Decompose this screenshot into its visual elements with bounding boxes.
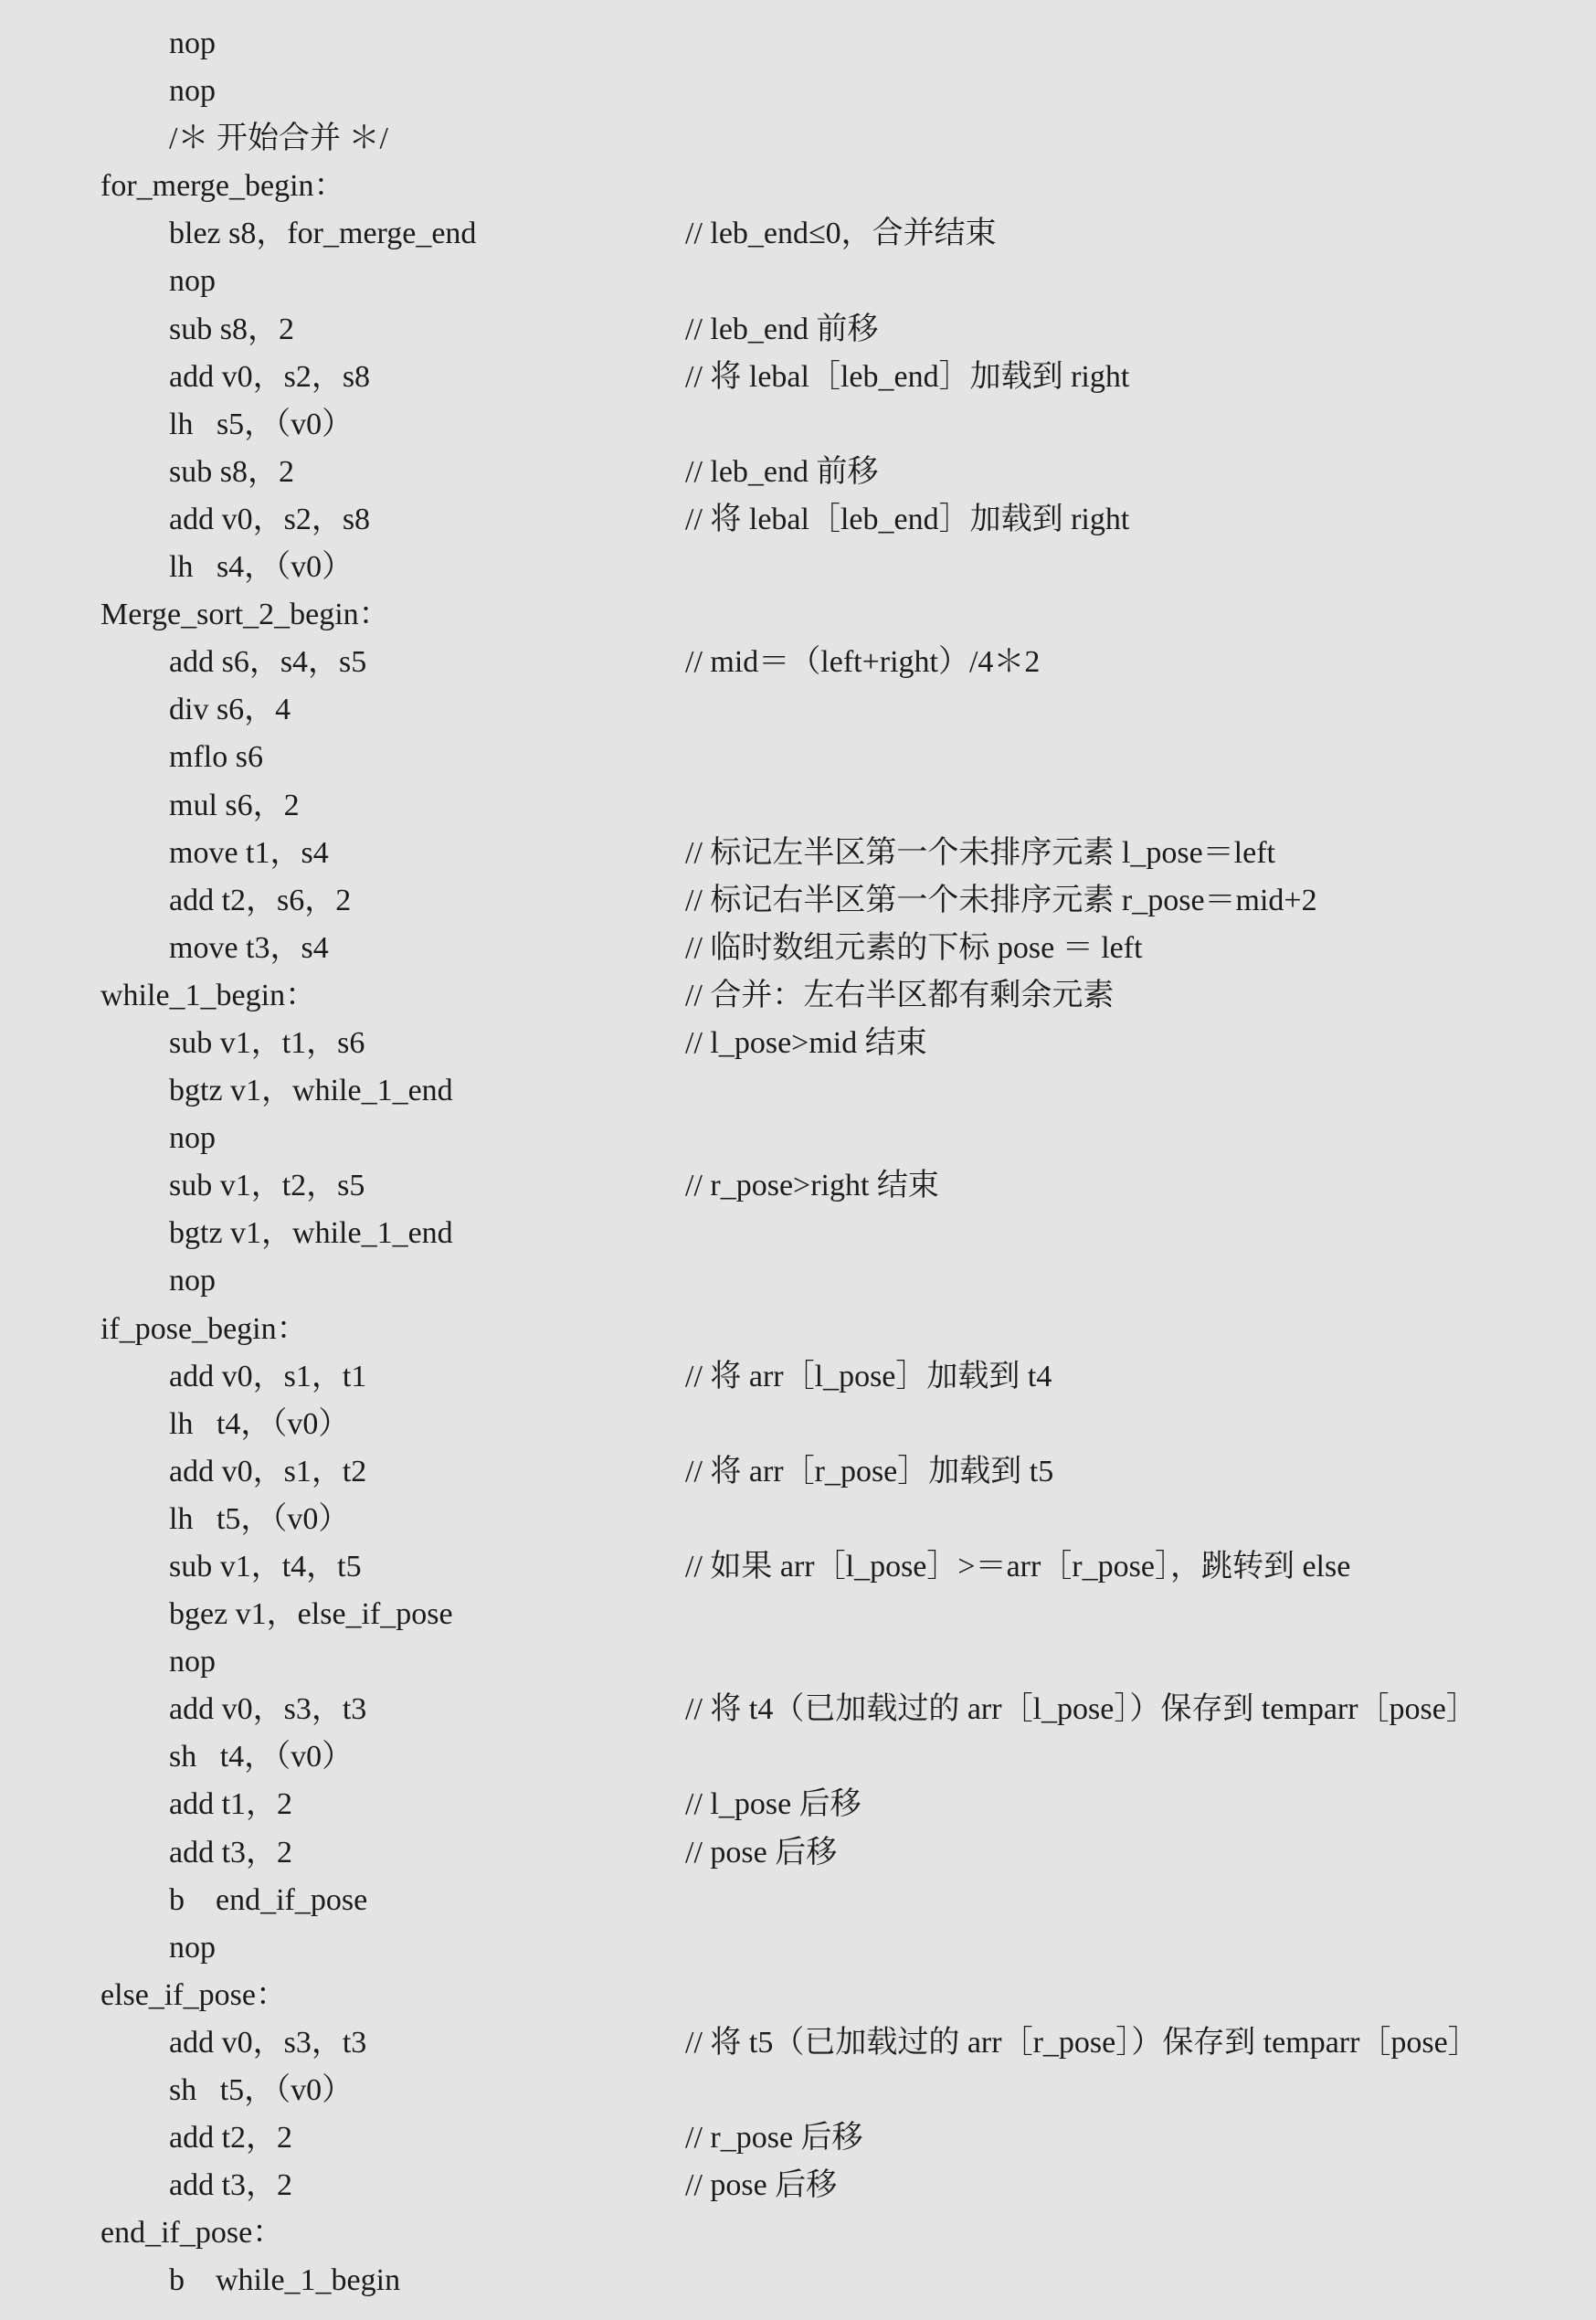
instruction-text: add t1，2 — [169, 1787, 293, 1822]
code-comment: // leb_end 前移 — [685, 312, 879, 346]
instruction-text: bgtz v1，while_1_end — [169, 1074, 453, 1108]
instruction-text: sh t4，（v0） — [169, 1740, 354, 1774]
instruction-text: b while_1_begin — [169, 2263, 401, 2298]
code-line — [0, 496, 1596, 544]
instruction-text: sub v1，t2，s5 — [169, 1169, 365, 1203]
code-line — [0, 2162, 1596, 2209]
code-line — [0, 925, 1596, 972]
code-line — [0, 449, 1596, 496]
instruction-text: add t3，2 — [169, 2168, 293, 2203]
label-text: if_pose_begin： — [100, 1311, 308, 1346]
code-line — [0, 639, 1596, 686]
instruction-text: lh s5，（v0） — [169, 407, 354, 441]
code-line — [0, 1210, 1596, 1257]
code-line — [0, 1877, 1596, 1924]
code-label-line — [0, 1306, 1596, 1353]
code-line — [0, 2067, 1596, 2114]
instruction-text: sub s8，2 — [169, 312, 294, 346]
code-line — [0, 734, 1596, 781]
instruction-text: nop — [169, 1121, 216, 1156]
code-comment: // 将 t5（已加载过的 arr［r_pose］）保存到 temparr［pose］ — [685, 2025, 1479, 2060]
label-text: Merge_sort_2_begin： — [100, 598, 390, 632]
instruction-text: nop — [169, 74, 216, 109]
instruction-text: add s6，s4，s5 — [169, 645, 367, 680]
instruction-text: lh t4，（v0） — [169, 1406, 350, 1441]
code-line — [0, 68, 1596, 115]
label-text: end_if_pose： — [100, 2216, 284, 2251]
code-line — [0, 1924, 1596, 1972]
instruction-text: lh s4，（v0） — [169, 550, 354, 585]
label-text: for_merge_begin： — [100, 169, 345, 204]
instruction-text: sh t5，（v0） — [169, 2073, 354, 2108]
code-line — [0, 2019, 1596, 2067]
code-line — [0, 877, 1596, 925]
code-line — [0, 115, 1596, 163]
instruction-text: blez s8，for_merge_end — [169, 217, 477, 251]
instruction-text: add t2，s6，2 — [169, 883, 352, 917]
code-comment: // l_pose>mid 结束 — [685, 1025, 927, 1060]
code-comment: // 合并：左右半区都有剩余元素 — [685, 978, 1115, 1012]
code-comment: // 将 t4（已加载过的 arr［l_pose］）保存到 temparr［pose］ — [685, 1692, 1477, 1727]
code-line — [0, 1733, 1596, 1781]
instruction-text: move t3，s4 — [169, 930, 329, 965]
code-line — [0, 1401, 1596, 1448]
code-line — [0, 20, 1596, 68]
code-comment: // 标记左半区第一个未排序元素 l_pose＝left — [685, 835, 1275, 870]
code-line — [0, 2114, 1596, 2162]
instruction-text: b end_if_pose — [169, 1882, 368, 1917]
code-line — [0, 1067, 1596, 1115]
code-line — [0, 1257, 1596, 1305]
instruction-text: div s6，4 — [169, 693, 291, 727]
code-line — [0, 544, 1596, 591]
instruction-text: add v0，s3，t3 — [169, 2025, 367, 2060]
code-comment: // leb_end≤0，合并结束 — [685, 217, 997, 251]
instruction-text: nop — [169, 1930, 216, 1965]
instruction-text: nop — [169, 264, 216, 299]
instruction-text: bgtz v1，while_1_end — [169, 1216, 453, 1251]
code-comment: // 将 arr［r_pose］加载到 t5 — [685, 1454, 1054, 1488]
instruction-text: add t3，2 — [169, 1835, 293, 1870]
code-line — [0, 1638, 1596, 1686]
code-line — [0, 782, 1596, 830]
label-text: while_1_begin： — [100, 978, 317, 1012]
instruction-text: nop — [169, 1264, 216, 1298]
code-label-line — [0, 2209, 1596, 2257]
code-listing — [0, 20, 1596, 2305]
code-comment: // r_pose>right 结束 — [685, 1169, 939, 1203]
label-text: else_if_pose： — [100, 1977, 287, 2012]
code-line — [0, 1543, 1596, 1591]
code-label-line — [0, 163, 1596, 210]
instruction-text: nop — [169, 1645, 216, 1679]
instruction-text: /＊ 开始合并 ＊/ — [169, 122, 388, 156]
code-line — [0, 1115, 1596, 1162]
code-comment: // 临时数组元素的下标 pose ＝ left — [685, 930, 1143, 965]
instruction-text: add v0，s1，t2 — [169, 1454, 367, 1488]
instruction-text: sub v1，t1，s6 — [169, 1025, 365, 1060]
instruction-text: sub s8，2 — [169, 454, 294, 489]
instruction-text: add v0，s3，t3 — [169, 1692, 367, 1727]
code-comment: // 如果 arr［l_pose］>＝arr［r_pose］，跳转到 else — [685, 1550, 1351, 1584]
code-line — [0, 1686, 1596, 1733]
code-line — [0, 1353, 1596, 1401]
code-line — [0, 2257, 1596, 2304]
code-line — [0, 686, 1596, 734]
code-line — [0, 354, 1596, 401]
code-line — [0, 1591, 1596, 1638]
code-line — [0, 210, 1596, 258]
code-label-line — [0, 591, 1596, 639]
code-line — [0, 830, 1596, 877]
code-comment: // 将 lebal［leb_end］加载到 right — [685, 502, 1130, 536]
code-line — [0, 1829, 1596, 1877]
code-comment: // pose 后移 — [685, 2168, 838, 2203]
code-comment: // pose 后移 — [685, 1835, 838, 1870]
code-comment: // mid＝（left+right）/4＊2 — [685, 645, 1041, 680]
code-line — [0, 1448, 1596, 1496]
code-comment: // 将 arr［l_pose］加载到 t4 — [685, 1359, 1052, 1393]
instruction-text: bgez v1，else_if_pose — [169, 1597, 453, 1632]
code-line — [0, 1496, 1596, 1543]
instruction-text: add t2，2 — [169, 2121, 293, 2156]
code-comment: // r_pose 后移 — [685, 2121, 863, 2156]
code-comment: // leb_end 前移 — [685, 454, 879, 489]
code-comment: // l_pose 后移 — [685, 1787, 861, 1822]
code-label-line — [0, 1972, 1596, 2019]
instruction-text: sub v1，t4，t5 — [169, 1550, 362, 1584]
instruction-text: lh t5，（v0） — [169, 1501, 350, 1536]
instruction-text: add v0，s2，s8 — [169, 502, 371, 536]
code-line — [0, 1781, 1596, 1828]
code-line — [0, 1020, 1596, 1067]
code-line — [0, 258, 1596, 305]
instruction-text: move t1，s4 — [169, 835, 329, 870]
code-label-line — [0, 972, 1596, 1020]
code-comment: // 将 lebal［leb_end］加载到 right — [685, 359, 1130, 394]
code-comment: // 标记右半区第一个未排序元素 r_pose＝mid+2 — [685, 883, 1317, 917]
instruction-text: add v0，s2，s8 — [169, 359, 371, 394]
code-line — [0, 306, 1596, 354]
code-line — [0, 401, 1596, 449]
instruction-text: mflo s6 — [169, 740, 263, 775]
instruction-text: add v0，s1，t1 — [169, 1359, 367, 1393]
code-line — [0, 1162, 1596, 1210]
instruction-text: nop — [169, 26, 216, 60]
instruction-text: mul s6，2 — [169, 788, 300, 822]
